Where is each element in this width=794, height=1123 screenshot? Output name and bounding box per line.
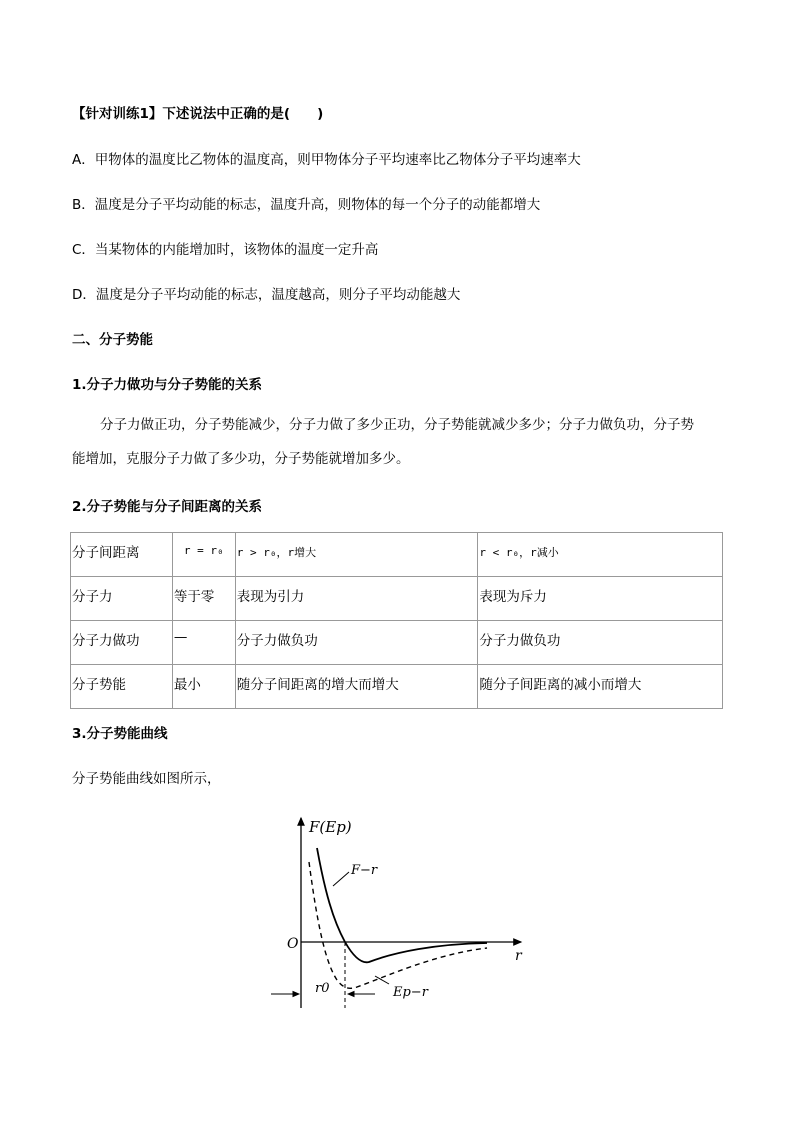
table-cell: r > r₀，r增大 (235, 533, 478, 577)
table-cell: 随分子间距离的增大而增大 (235, 665, 478, 709)
exercise-title: 【针对训练1】下述说法中正确的是( ) (72, 106, 324, 122)
r0-label: r0 (315, 981, 330, 996)
table-row (71, 577, 723, 621)
table-cell: r = r₀ (172, 533, 235, 577)
f-label-leader (333, 872, 349, 886)
sub1-heading: 1.分子力做功与分子势能的关系 (72, 377, 263, 393)
table-cell: 分子间距离 (71, 533, 173, 577)
table-cell: — (172, 621, 235, 665)
table-row (71, 533, 723, 577)
option-c: C．当某物体的内能增加时，该物体的温度一定升高 (72, 242, 379, 258)
table-cell: r < r₀，r减小 (478, 533, 723, 577)
option-b: B．温度是分子平均动能的标志，温度升高，则物体的每一个分子的动能都增大 (72, 197, 541, 213)
table-cell: 分子力做负功 (235, 621, 478, 665)
sub1-paragraph (72, 408, 722, 476)
curve-diagram (265, 812, 535, 1012)
sub3-text: 分子势能曲线如图所示， (72, 771, 221, 787)
sub1-line2: 能增加，克服分子力做了多少功，分子势能就增加多少。 (72, 451, 410, 467)
force-curve-label: F−r (351, 863, 378, 878)
potential-curve-label: Ep−r (393, 985, 428, 1000)
origin-label: O (287, 936, 299, 952)
potential-curve (309, 862, 487, 988)
table-cell: 表现为引力 (235, 577, 478, 621)
table-cell: 分子力 (71, 577, 173, 621)
table-cell: 最小 (172, 665, 235, 709)
sub1-line1: 分子力做正功，分子势能减少，分子力做了多少正功，分子势能就减少多少；分子力做负功，分子势 (100, 417, 694, 433)
x-axis-label: r (515, 948, 522, 964)
sub3-heading: 3.分子势能曲线 (72, 726, 168, 742)
table-cell: 随分子间距离的减小而增大 (478, 665, 723, 709)
table-cell: 分子势能 (71, 665, 173, 709)
option-a: A．甲物体的温度比乙物体的温度高，则甲物体分子平均速率比乙物体分子平均速率大 (72, 152, 581, 168)
table-cell: 分子力做负功 (478, 621, 723, 665)
section-heading: 二、分子势能 (72, 332, 153, 348)
table-cell: 分子力做功 (71, 621, 173, 665)
table-row (71, 665, 723, 709)
table-cell: 等于零 (172, 577, 235, 621)
table-row (71, 621, 723, 665)
option-d: D．温度是分子平均动能的标志，温度越高，则分子平均动能越大 (72, 287, 461, 303)
relation-table (70, 532, 723, 709)
table-cell: 表现为斥力 (478, 577, 723, 621)
sub2-heading: 2.分子势能与分子间距离的关系 (72, 499, 263, 515)
force-curve (317, 848, 487, 962)
potential-energy-figure (265, 812, 535, 1012)
y-axis-label: F(Ep) (309, 818, 352, 836)
